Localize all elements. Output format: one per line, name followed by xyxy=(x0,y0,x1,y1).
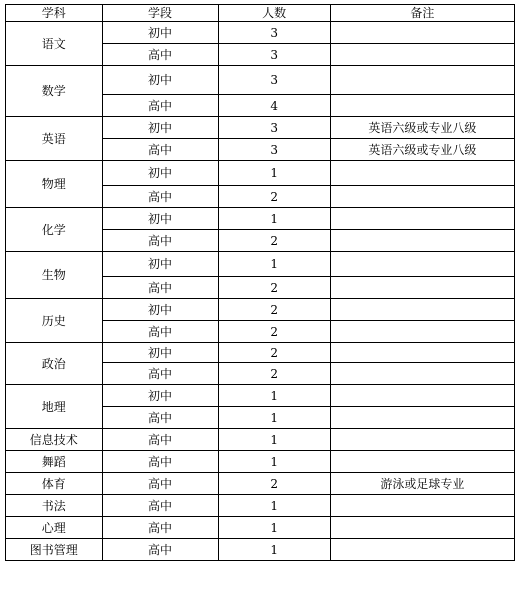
stage-cell: 初中 xyxy=(102,252,218,277)
stage-cell: 高中 xyxy=(102,321,218,343)
subject-cell: 政治 xyxy=(6,343,103,385)
stage-cell: 高中 xyxy=(102,186,218,208)
stage-cell: 高中 xyxy=(102,277,218,299)
note-cell xyxy=(330,495,514,517)
header-row xyxy=(6,5,515,22)
note-cell: 英语六级或专业八级 xyxy=(330,139,514,161)
count-cell: 3 xyxy=(218,66,330,95)
note-cell xyxy=(330,429,514,451)
stage-cell: 高中 xyxy=(102,363,218,385)
note-cell xyxy=(330,95,514,117)
table-row xyxy=(6,429,515,451)
stage-cell: 初中 xyxy=(102,208,218,230)
table-row xyxy=(6,66,515,95)
table-row xyxy=(6,22,515,44)
note-cell xyxy=(330,385,514,407)
count-cell: 3 xyxy=(218,44,330,66)
count-cell: 1 xyxy=(218,161,330,186)
count-cell: 3 xyxy=(218,117,330,139)
count-cell: 1 xyxy=(218,451,330,473)
note-cell xyxy=(330,343,514,363)
subject-cell: 生物 xyxy=(6,252,103,299)
count-cell: 2 xyxy=(218,343,330,363)
header-note: 备注 xyxy=(330,5,514,22)
stage-cell: 高中 xyxy=(102,44,218,66)
stage-cell: 高中 xyxy=(102,539,218,561)
count-cell: 2 xyxy=(218,277,330,299)
count-cell: 1 xyxy=(218,208,330,230)
note-cell xyxy=(330,539,514,561)
note-cell xyxy=(330,252,514,277)
table-row xyxy=(6,161,515,186)
count-cell: 1 xyxy=(218,252,330,277)
note-cell xyxy=(330,451,514,473)
count-cell: 2 xyxy=(218,299,330,321)
note-cell xyxy=(330,208,514,230)
subject-cell: 化学 xyxy=(6,208,103,252)
stage-cell: 高中 xyxy=(102,473,218,495)
note-cell xyxy=(330,161,514,186)
subject-cell: 图书管理 xyxy=(6,539,103,561)
note-cell xyxy=(330,321,514,343)
stage-cell: 高中 xyxy=(102,517,218,539)
stage-cell: 初中 xyxy=(102,299,218,321)
subject-cell: 地理 xyxy=(6,385,103,429)
stage-cell: 初中 xyxy=(102,161,218,186)
stage-cell: 初中 xyxy=(102,66,218,95)
note-cell xyxy=(330,22,514,44)
stage-cell: 高中 xyxy=(102,139,218,161)
stage-cell: 高中 xyxy=(102,429,218,451)
table-row xyxy=(6,473,515,495)
note-cell xyxy=(330,277,514,299)
subject-cell: 物理 xyxy=(6,161,103,208)
staffing-table xyxy=(5,4,515,561)
stage-cell: 高中 xyxy=(102,95,218,117)
stage-cell: 高中 xyxy=(102,495,218,517)
stage-cell: 高中 xyxy=(102,451,218,473)
table-row xyxy=(6,385,515,407)
table-row xyxy=(6,495,515,517)
count-cell: 3 xyxy=(218,139,330,161)
count-cell: 2 xyxy=(218,363,330,385)
count-cell: 2 xyxy=(218,230,330,252)
count-cell: 1 xyxy=(218,407,330,429)
table-row xyxy=(6,517,515,539)
subject-cell: 语文 xyxy=(6,22,103,66)
stage-cell: 初中 xyxy=(102,343,218,363)
note-cell: 英语六级或专业八级 xyxy=(330,117,514,139)
table-row xyxy=(6,252,515,277)
subject-cell: 数学 xyxy=(6,66,103,117)
count-cell: 3 xyxy=(218,22,330,44)
stage-cell: 初中 xyxy=(102,385,218,407)
count-cell: 1 xyxy=(218,539,330,561)
header-subject: 学科 xyxy=(6,5,103,22)
count-cell: 2 xyxy=(218,321,330,343)
subject-cell: 舞蹈 xyxy=(6,451,103,473)
note-cell xyxy=(330,186,514,208)
note-cell xyxy=(330,299,514,321)
stage-cell: 高中 xyxy=(102,230,218,252)
table-row xyxy=(6,539,515,561)
table-row xyxy=(6,208,515,230)
subject-cell: 历史 xyxy=(6,299,103,343)
subject-cell: 英语 xyxy=(6,117,103,161)
note-cell xyxy=(330,363,514,385)
note-cell xyxy=(330,407,514,429)
header-stage: 学段 xyxy=(102,5,218,22)
table-row xyxy=(6,343,515,363)
subject-cell: 心理 xyxy=(6,517,103,539)
subject-cell: 书法 xyxy=(6,495,103,517)
subject-cell: 体育 xyxy=(6,473,103,495)
count-cell: 1 xyxy=(218,517,330,539)
note-cell xyxy=(330,44,514,66)
stage-cell: 高中 xyxy=(102,407,218,429)
count-cell: 2 xyxy=(218,186,330,208)
count-cell: 1 xyxy=(218,385,330,407)
stage-cell: 初中 xyxy=(102,22,218,44)
stage-cell: 初中 xyxy=(102,117,218,139)
header-count: 人数 xyxy=(218,5,330,22)
count-cell: 4 xyxy=(218,95,330,117)
note-cell xyxy=(330,517,514,539)
note-cell xyxy=(330,66,514,95)
table-row xyxy=(6,299,515,321)
note-cell xyxy=(330,230,514,252)
table-row xyxy=(6,117,515,139)
count-cell: 2 xyxy=(218,473,330,495)
count-cell: 1 xyxy=(218,429,330,451)
table-row xyxy=(6,451,515,473)
count-cell: 1 xyxy=(218,495,330,517)
subject-cell: 信息技术 xyxy=(6,429,103,451)
note-cell: 游泳或足球专业 xyxy=(330,473,514,495)
